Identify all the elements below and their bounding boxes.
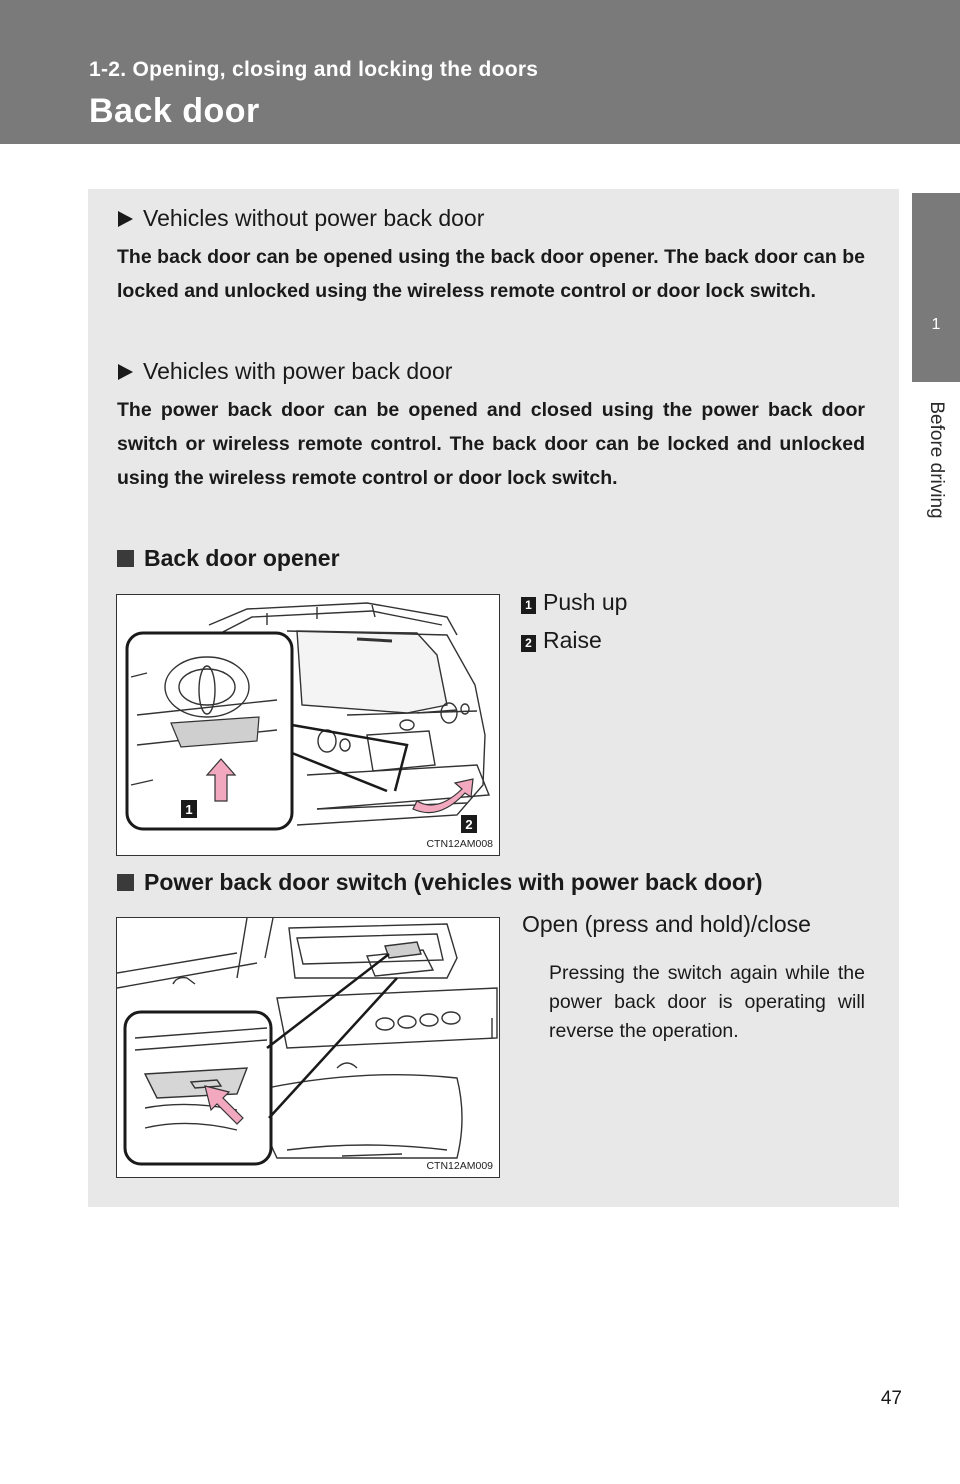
back-door-illustration [117,595,499,855]
page-number: 47 [880,1388,902,1409]
triangle-bullet-icon [118,211,133,227]
step-number-badge: 2 [521,635,536,652]
square-bullet-icon [117,874,134,891]
triangle-bullet-icon [118,364,133,380]
callout-1: 1 [185,802,193,817]
callout-2: 2 [465,817,473,832]
heading-power-switch: Power back door switch (vehicles with power back door) [117,869,763,896]
step-2: 2 Raise [521,627,602,654]
heading-with-power: Vehicles with power back door [118,358,452,385]
figure-code: CTN12AM008 [426,838,493,850]
figure-back-door-opener [116,594,500,856]
page-title: Back door [89,92,260,130]
chapter-tab-label: Before driving [926,401,947,519]
paragraph-without-power: The back door can be opened using the back door opener. The back door can be locked and unlocked using the wireless remote control or door lock switch. [117,246,865,302]
power-switch-note: Pressing the switch again while the power back door is operating will reverse the operation. [549,962,865,1042]
power-switch-action: Open (press and hold)/close [522,911,811,937]
figure-power-switch [116,917,500,1178]
heading-back-door-opener: Back door opener [117,545,340,572]
chapter-tab [912,193,960,382]
section-label: 1-2. Opening, closing and locking the doors [89,58,539,81]
paragraph-with-power: The power back door can be opened and closed using the power back door switch or wireless remote control. The back door can be locked and unlocked using the wireless remote control or door lock switch. [117,399,865,489]
figure-code: CTN12AM009 [426,1160,493,1172]
square-bullet-icon [117,550,134,567]
heading-without-power: Vehicles without power back door [118,205,484,232]
step-1: 1 Push up [521,589,627,616]
overhead-console-illustration [117,918,499,1177]
chapter-tab-number: 1 [931,316,941,333]
step-number-badge: 1 [521,597,536,614]
